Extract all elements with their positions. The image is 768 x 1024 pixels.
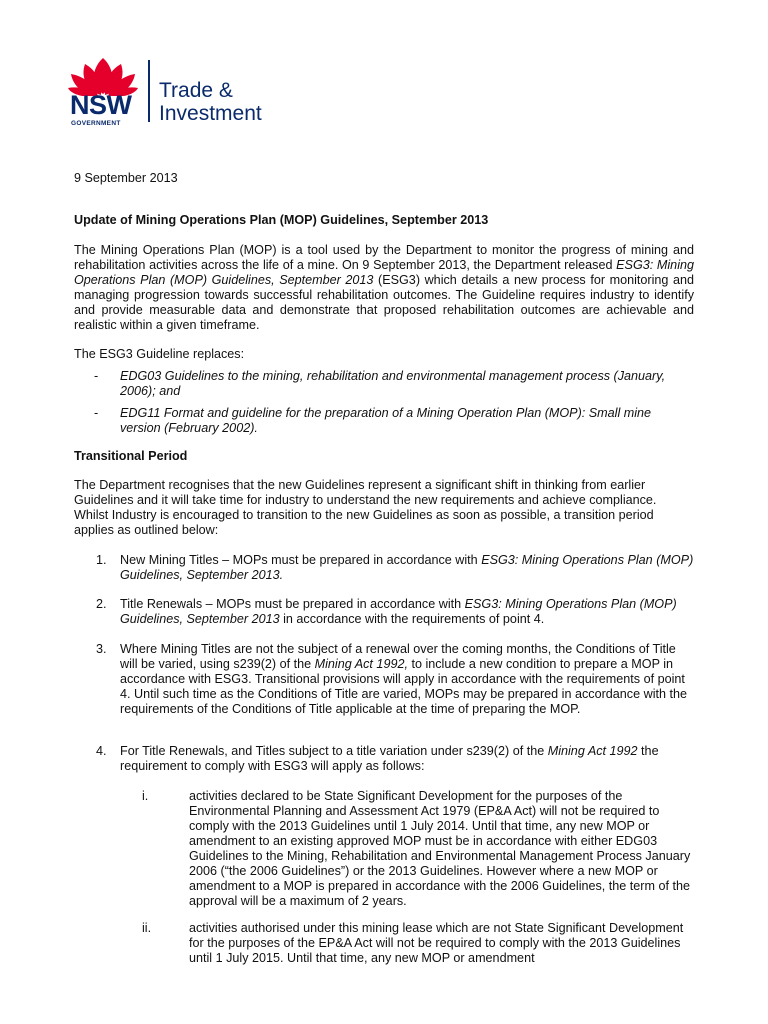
brand-line-2: Investment <box>159 102 262 125</box>
list-item: New Mining Titles – MOPs must be prepared in accordance with ESG3: Mining Operations Plan (MOP) Guidelines, September 2013. <box>120 553 694 582</box>
document-date: 9 September 2013 <box>74 171 178 185</box>
nsw-trade-investment-logo <box>68 56 308 128</box>
intro-paragraph: The Mining Operations Plan (MOP) is a tool used by the Department to monitor the progress of mining and rehabilitation activities across the life of a mine. On 9 September 2013, the Department released ESG3: Mining Operations Plan (MOP) Guidelines, September 2013 (ESG3) which details a new process for monitoring and managing progression towards successful rehabilitation outcomes. The Guideline requires industry to identify and provide measurable data and demonstrate that proposed rehabilitation outcomes are achievable and realistic within a given timeframe. <box>74 243 694 332</box>
list-item: Title Renewals – MOPs must be prepared in accordance with ESG3: Mining Operations Plan (MOP) Guidelines, September 2013 in accordance with the requirements of point 4. <box>120 597 677 626</box>
list-number: 3. <box>96 642 107 656</box>
section-heading-transitional: Transitional Period <box>74 449 188 463</box>
sublist-number: i. <box>142 789 149 803</box>
list-item: For Title Renewals, and Titles subject to a title variation under s239(2) of the Mining Act 1992 the requirement to comply with ESG3 will apply as follows: <box>120 744 659 773</box>
replaced-item-1: EDG03 Guidelines to the mining, rehabilitation and environmental management process (January, 2006); and <box>120 369 666 398</box>
transitional-intro: The Department recognises that the new Guidelines represent a significant shift in thinking from earlier Guidelines and it will take time for industry to understand the new requirements and achieve compliance. Whilst Industry is encouraged to transition to the new Guidelines as soon as possible, a transition period applies as outlined below: <box>74 478 657 537</box>
sublist-item: activities declared to be State Significant Development for the purposes of the Environmental Planning and Assessment Act 1979 (EP&A Act) will not be required to comply with the 2013 Guidelines until 1 July 2014. Until that time, any new MOP or amendment to an existing approved MOP must be in accordance with either EDG03 Guidelines to the Mining, Rehabilitation and Environmental Management Process January 2006 (“the 2006 Guidelines”) or the 2013 Guidelines. However where a new MOP or amendment to a MOP is prepared in accordance with the 2006 Guidelines, the term of the approval will be a maximum of 2 years. <box>189 789 691 908</box>
logo-divider <box>148 60 150 122</box>
replaced-item-2: EDG11 Format and guideline for the preparation of a Mining Operation Plan (MOP): Small mine version (February 2002). <box>120 406 652 435</box>
sublist-number: ii. <box>142 921 152 935</box>
logo-government-text: GOVERNMENT <box>71 120 121 127</box>
list-item: Where Mining Titles are not the subject of a renewal over the coming months, the Conditions of Title will be varied, using s239(2) of the Mining Act 1992, to include a new condition to prepare a MOP in accordance with ESG3. Transitional provisions will apply in accordance with the requirements of point 4. Until such time as the Conditions of Title are varied, MOPs may be prepared in accordance with the requirements of the Conditions of Title applicable at the time of preparing the MOP. <box>120 642 687 716</box>
list-dash: - <box>94 406 99 420</box>
replaces-lead: The ESG3 Guideline replaces: <box>74 347 245 361</box>
document-title: Update of Mining Operations Plan (MOP) Guidelines, September 2013 <box>74 213 489 227</box>
sublist-item: activities authorised under this mining lease which are not State Significant Development for the purposes of the EP&A Act will not be required to comply with the 2013 Guidelines until 1 July 2015. Until that time, any new MOP or amendment <box>189 921 684 965</box>
list-number: 1. <box>96 553 107 567</box>
list-number: 4. <box>96 744 107 758</box>
list-number: 2. <box>96 597 107 611</box>
brand-line-1: Trade & <box>159 79 233 102</box>
logo-nsw-text: NSW <box>70 90 132 120</box>
list-dash: - <box>94 369 99 383</box>
